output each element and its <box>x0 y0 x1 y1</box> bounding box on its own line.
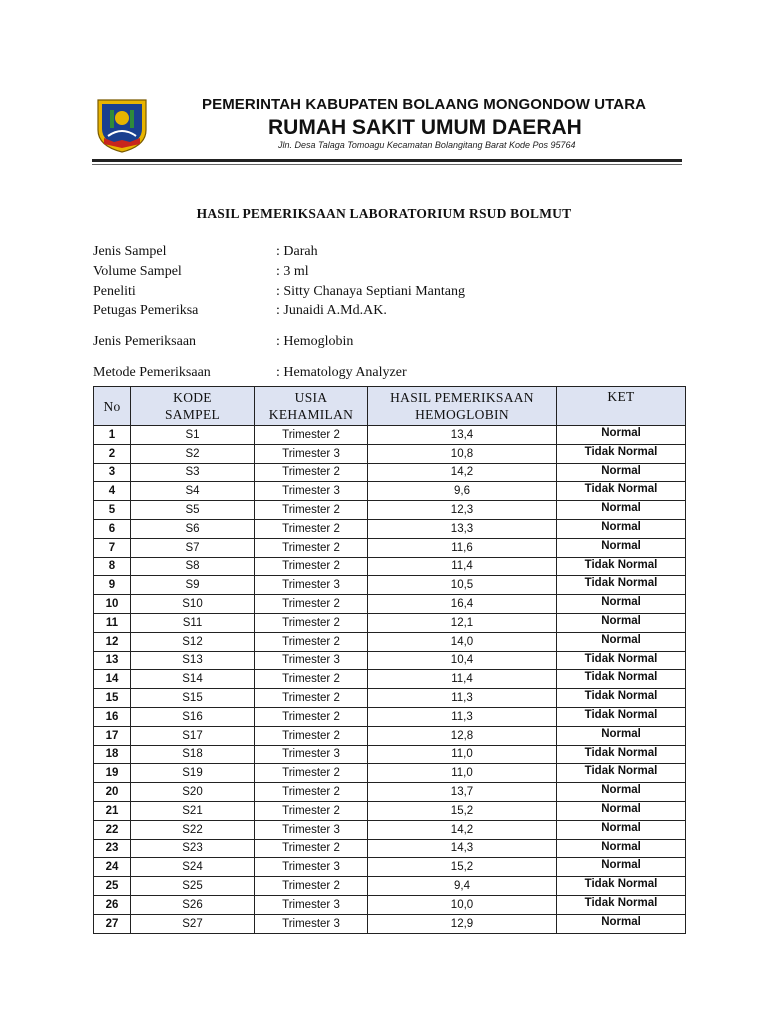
table-row <box>94 895 686 914</box>
cell-no: 8 <box>94 557 131 576</box>
table-row <box>94 519 686 538</box>
table-row <box>94 501 686 520</box>
table-row <box>94 576 686 595</box>
cell-hasil-hemoglobin: 10,8 <box>368 444 557 463</box>
cell-ket: Normal <box>557 595 686 614</box>
letterhead-rule-thin <box>92 164 682 165</box>
cell-kode-sampel: S27 <box>131 914 255 933</box>
cell-kode-sampel: S18 <box>131 745 255 764</box>
cell-kode-sampel: S1 <box>131 426 255 445</box>
table-row <box>94 707 686 726</box>
cell-kode-sampel: S11 <box>131 613 255 632</box>
cell-no: 2 <box>94 444 131 463</box>
cell-usia-kehamilan: Trimester 2 <box>255 670 368 689</box>
cell-kode-sampel: S21 <box>131 801 255 820</box>
cell-ket: Tidak Normal <box>557 877 686 896</box>
cell-usia-kehamilan: Trimester 2 <box>255 538 368 557</box>
cell-hasil-hemoglobin: 14,2 <box>368 820 557 839</box>
cell-hasil-hemoglobin: 12,9 <box>368 914 557 933</box>
cell-no: 5 <box>94 501 131 520</box>
cell-kode-sampel: S2 <box>131 444 255 463</box>
table-row <box>94 426 686 445</box>
cell-kode-sampel: S15 <box>131 689 255 708</box>
table-row <box>94 595 686 614</box>
cell-kode-sampel: S9 <box>131 576 255 595</box>
info-label: Petugas Pemeriksa <box>93 303 199 318</box>
cell-kode-sampel: S25 <box>131 877 255 896</box>
cell-kode-sampel: S14 <box>131 670 255 689</box>
cell-ket: Normal <box>557 538 686 557</box>
cell-no: 20 <box>94 783 131 802</box>
table-row <box>94 858 686 877</box>
letterhead-address: Jln. Desa Talaga Tomoagu Kecamatan Bolangitang Barat Kode Pos 95764 <box>278 140 576 150</box>
cell-no: 17 <box>94 726 131 745</box>
cell-no: 13 <box>94 651 131 670</box>
cell-hasil-hemoglobin: 13,3 <box>368 519 557 538</box>
info-value: : Darah <box>276 244 318 259</box>
cell-ket: Tidak Normal <box>557 576 686 595</box>
cell-usia-kehamilan: Trimester 2 <box>255 426 368 445</box>
document-title: HASIL PEMERIKSAAN LABORATORIUM RSUD BOLMUT <box>196 206 572 221</box>
info-value: : Hemoglobin <box>276 334 354 349</box>
cell-ket: Normal <box>557 632 686 651</box>
cell-ket: Tidak Normal <box>557 557 686 576</box>
cell-kode-sampel: S4 <box>131 482 255 501</box>
cell-usia-kehamilan: Trimester 2 <box>255 783 368 802</box>
table-row <box>94 538 686 557</box>
cell-kode-sampel: S20 <box>131 783 255 802</box>
cell-ket: Normal <box>557 801 686 820</box>
cell-usia-kehamilan: Trimester 3 <box>255 914 368 933</box>
hemoglobin-results-table <box>93 386 686 934</box>
cell-ket: Normal <box>557 820 686 839</box>
table-row <box>94 783 686 802</box>
cell-ket: Normal <box>557 914 686 933</box>
cell-no: 12 <box>94 632 131 651</box>
info-value: : Hematology Analyzer <box>276 365 407 380</box>
cell-ket: Tidak Normal <box>557 651 686 670</box>
cell-no: 19 <box>94 764 131 783</box>
cell-ket: Tidak Normal <box>557 707 686 726</box>
table-row <box>94 764 686 783</box>
info-label: Volume Sampel <box>93 264 182 279</box>
info-label: Jenis Sampel <box>93 244 167 259</box>
header-hasil-pemeriksaan: HASIL PEMERIKSAAN HEMOGLOBIN <box>368 387 557 426</box>
cell-usia-kehamilan: Trimester 2 <box>255 707 368 726</box>
cell-kode-sampel: S13 <box>131 651 255 670</box>
cell-ket: Tidak Normal <box>557 895 686 914</box>
letterhead-hospital: RUMAH SAKIT UMUM DAERAH <box>268 116 582 139</box>
info-value: : Junaidi A.Md.AK. <box>276 303 387 318</box>
cell-usia-kehamilan: Trimester 2 <box>255 632 368 651</box>
cell-usia-kehamilan: Trimester 3 <box>255 482 368 501</box>
cell-ket: Normal <box>557 463 686 482</box>
cell-no: 24 <box>94 858 131 877</box>
cell-kode-sampel: S10 <box>131 595 255 614</box>
cell-ket: Tidak Normal <box>557 670 686 689</box>
cell-kode-sampel: S16 <box>131 707 255 726</box>
cell-ket: Tidak Normal <box>557 444 686 463</box>
cell-hasil-hemoglobin: 14,0 <box>368 632 557 651</box>
cell-usia-kehamilan: Trimester 2 <box>255 557 368 576</box>
cell-no: 11 <box>94 613 131 632</box>
info-label: Metode Pemeriksaan <box>93 365 211 380</box>
cell-hasil-hemoglobin: 14,2 <box>368 463 557 482</box>
table-row <box>94 613 686 632</box>
cell-no: 22 <box>94 820 131 839</box>
table-row <box>94 463 686 482</box>
table-row <box>94 632 686 651</box>
cell-hasil-hemoglobin: 9,6 <box>368 482 557 501</box>
cell-hasil-hemoglobin: 11,6 <box>368 538 557 557</box>
cell-usia-kehamilan: Trimester 2 <box>255 613 368 632</box>
info-label: Jenis Pemeriksaan <box>93 334 197 349</box>
cell-kode-sampel: S24 <box>131 858 255 877</box>
cell-usia-kehamilan: Trimester 2 <box>255 501 368 520</box>
cell-kode-sampel: S23 <box>131 839 255 858</box>
cell-ket: Normal <box>557 783 686 802</box>
cell-hasil-hemoglobin: 13,4 <box>368 426 557 445</box>
info-value: : 3 ml <box>276 264 309 279</box>
cell-hasil-hemoglobin: 12,3 <box>368 501 557 520</box>
cell-kode-sampel: S19 <box>131 764 255 783</box>
cell-no: 4 <box>94 482 131 501</box>
table-row <box>94 801 686 820</box>
cell-hasil-hemoglobin: 11,4 <box>368 557 557 576</box>
cell-usia-kehamilan: Trimester 3 <box>255 444 368 463</box>
cell-ket: Tidak Normal <box>557 482 686 501</box>
table-row <box>94 914 686 933</box>
cell-no: 23 <box>94 839 131 858</box>
cell-no: 6 <box>94 519 131 538</box>
cell-no: 16 <box>94 707 131 726</box>
cell-no: 9 <box>94 576 131 595</box>
table-row <box>94 689 686 708</box>
cell-usia-kehamilan: Trimester 3 <box>255 858 368 877</box>
table-row <box>94 557 686 576</box>
cell-usia-kehamilan: Trimester 2 <box>255 463 368 482</box>
cell-ket: Normal <box>557 839 686 858</box>
cell-hasil-hemoglobin: 10,0 <box>368 895 557 914</box>
info-value: : Sitty Chanaya Septiani Mantang <box>276 284 465 299</box>
cell-usia-kehamilan: Trimester 2 <box>255 839 368 858</box>
cell-kode-sampel: S8 <box>131 557 255 576</box>
cell-no: 3 <box>94 463 131 482</box>
cell-hasil-hemoglobin: 12,1 <box>368 613 557 632</box>
cell-hasil-hemoglobin: 10,5 <box>368 576 557 595</box>
cell-usia-kehamilan: Trimester 2 <box>255 877 368 896</box>
cell-no: 10 <box>94 595 131 614</box>
table-row <box>94 651 686 670</box>
cell-no: 7 <box>94 538 131 557</box>
header-usia-kehamilan: USIA KEHAMILAN <box>255 387 368 426</box>
cell-ket: Tidak Normal <box>557 745 686 764</box>
cell-no: 18 <box>94 745 131 764</box>
cell-ket: Tidak Normal <box>557 764 686 783</box>
cell-usia-kehamilan: Trimester 2 <box>255 595 368 614</box>
cell-kode-sampel: S3 <box>131 463 255 482</box>
table-row <box>94 726 686 745</box>
cell-ket: Normal <box>557 426 686 445</box>
cell-hasil-hemoglobin: 11,0 <box>368 764 557 783</box>
cell-ket: Normal <box>557 519 686 538</box>
header-no: No <box>94 387 131 426</box>
cell-usia-kehamilan: Trimester 3 <box>255 651 368 670</box>
cell-no: 27 <box>94 914 131 933</box>
cell-hasil-hemoglobin: 11,3 <box>368 707 557 726</box>
cell-usia-kehamilan: Trimester 2 <box>255 726 368 745</box>
cell-ket: Normal <box>557 726 686 745</box>
info-label: Peneliti <box>93 284 136 299</box>
cell-kode-sampel: S5 <box>131 501 255 520</box>
cell-usia-kehamilan: Trimester 2 <box>255 519 368 538</box>
cell-kode-sampel: S12 <box>131 632 255 651</box>
cell-usia-kehamilan: Trimester 2 <box>255 689 368 708</box>
cell-usia-kehamilan: Trimester 2 <box>255 801 368 820</box>
cell-hasil-hemoglobin: 16,4 <box>368 595 557 614</box>
cell-no: 26 <box>94 895 131 914</box>
cell-kode-sampel: S7 <box>131 538 255 557</box>
cell-hasil-hemoglobin: 14,3 <box>368 839 557 858</box>
table-row <box>94 877 686 896</box>
cell-usia-kehamilan: Trimester 3 <box>255 576 368 595</box>
table-header-row <box>94 387 686 426</box>
cell-no: 15 <box>94 689 131 708</box>
cell-hasil-hemoglobin: 15,2 <box>368 801 557 820</box>
letterhead-government: PEMERINTAH KABUPATEN BOLAANG MONGONDOW UTARA <box>202 96 647 113</box>
cell-hasil-hemoglobin: 10,4 <box>368 651 557 670</box>
cell-ket: Normal <box>557 501 686 520</box>
header-ket: KET <box>557 387 686 426</box>
cell-usia-kehamilan: Trimester 2 <box>255 764 368 783</box>
cell-no: 21 <box>94 801 131 820</box>
cell-no: 25 <box>94 877 131 896</box>
cell-hasil-hemoglobin: 11,0 <box>368 745 557 764</box>
cell-hasil-hemoglobin: 13,7 <box>368 783 557 802</box>
cell-kode-sampel: S17 <box>131 726 255 745</box>
cell-no: 1 <box>94 426 131 445</box>
header-kode-sampel: KODE SAMPEL <box>131 387 255 426</box>
cell-usia-kehamilan: Trimester 3 <box>255 820 368 839</box>
table-row <box>94 839 686 858</box>
letterhead <box>92 88 684 166</box>
cell-hasil-hemoglobin: 15,2 <box>368 858 557 877</box>
table-row <box>94 745 686 764</box>
table-row <box>94 482 686 501</box>
table-row <box>94 820 686 839</box>
cell-no: 14 <box>94 670 131 689</box>
cell-hasil-hemoglobin: 11,4 <box>368 670 557 689</box>
cell-kode-sampel: S26 <box>131 895 255 914</box>
cell-usia-kehamilan: Trimester 3 <box>255 895 368 914</box>
cell-ket: Normal <box>557 613 686 632</box>
cell-hasil-hemoglobin: 12,8 <box>368 726 557 745</box>
table-row <box>94 444 686 463</box>
cell-kode-sampel: S6 <box>131 519 255 538</box>
table-row <box>94 670 686 689</box>
regency-crest-icon <box>94 96 150 154</box>
cell-hasil-hemoglobin: 9,4 <box>368 877 557 896</box>
letterhead-rule <box>92 159 682 162</box>
cell-ket: Tidak Normal <box>557 689 686 708</box>
cell-ket: Normal <box>557 858 686 877</box>
cell-hasil-hemoglobin: 11,3 <box>368 689 557 708</box>
cell-usia-kehamilan: Trimester 3 <box>255 745 368 764</box>
cell-kode-sampel: S22 <box>131 820 255 839</box>
